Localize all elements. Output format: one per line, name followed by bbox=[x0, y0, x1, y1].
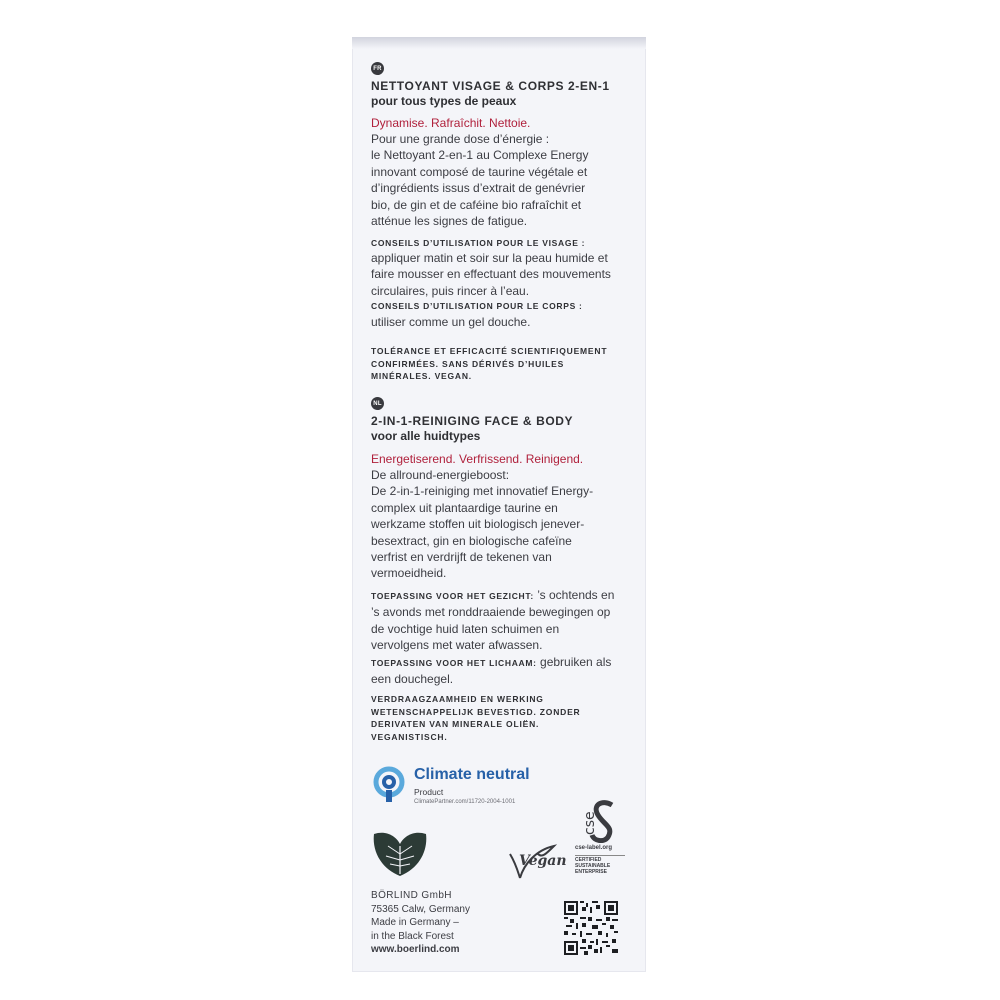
nl-section bbox=[371, 414, 633, 444]
fr-description bbox=[371, 115, 633, 229]
nl-face-usage-label: TOEPASSING VOOR HET GEZICHT: bbox=[371, 591, 534, 601]
text-line: vervolgens met water afwassen. bbox=[371, 638, 543, 653]
text-line: innovant composé de taurine végétale et bbox=[371, 164, 588, 179]
fr-usage bbox=[371, 238, 633, 331]
cse-certification bbox=[575, 855, 625, 875]
fr-face-usage-label: CONSEILS D’UTILISATION POUR LE VISAGE : bbox=[371, 238, 586, 248]
nl-claim: Energetiserend. Verfrissend. Reinigend. bbox=[371, 452, 584, 466]
nl-product-title: 2-IN-1-REINIGING FACE & BODY bbox=[371, 414, 574, 428]
language-badge-nl bbox=[371, 397, 384, 410]
language-code: NL bbox=[373, 400, 382, 407]
nl-body-usage-label: TOEPASSING VOOR HET LICHAAM: bbox=[371, 657, 537, 668]
fr-claims bbox=[371, 345, 633, 383]
text-line bbox=[371, 654, 633, 671]
climate-partner-url: ClimatePartner.com/11720-2004-1001 bbox=[414, 799, 516, 805]
text-line: vermoeidheid. bbox=[371, 566, 447, 581]
nl-description-text bbox=[371, 467, 633, 582]
fr-product-subtitle: pour tous types de peaux bbox=[371, 94, 517, 108]
company-address: 75365 Calw, Germany bbox=[371, 903, 470, 915]
text-line: CERTIFIED bbox=[575, 857, 602, 863]
nl-product-subtitle: voor alle huidtypes bbox=[371, 429, 481, 443]
climate-partner-icon bbox=[372, 766, 406, 804]
text-line: bio, de gin et de caféine bio rafraîchit et bbox=[371, 197, 582, 212]
text-line: ’s avonds met ronddraaiende bewegingen op bbox=[371, 605, 611, 620]
text-line: een douchegel. bbox=[371, 672, 454, 687]
text-line: Pour une grande dose d’énergie : bbox=[371, 132, 550, 146]
text-line: De 2-in-1-reiniging met innovatief Energy- bbox=[371, 484, 594, 499]
text-fragment: gebruiken als bbox=[536, 654, 612, 669]
leaf-icon bbox=[372, 828, 428, 878]
text-line: verfrist en verdrijft de tekenen van bbox=[371, 550, 552, 565]
climate-neutral-title: Climate neutral bbox=[414, 766, 530, 783]
text-line: DERIVATEN VAN MINERALE OLIËN. bbox=[371, 719, 540, 729]
made-in-line-1: Made in Germany – bbox=[371, 917, 459, 928]
fr-product-title: NETTOYANT VISAGE & CORPS 2-EN-1 bbox=[371, 79, 610, 93]
text-line: complex uit plantaardige taurine en bbox=[371, 500, 558, 515]
climate-neutral-subtitle: Product bbox=[414, 787, 444, 797]
text-line: d’ingrédients issus d’extrait de genévrier bbox=[371, 181, 586, 196]
nl-claims bbox=[371, 693, 633, 743]
made-in-line-2: in the Black Forest bbox=[371, 930, 454, 942]
text-line: werkzame stoffen uit biologisch jenever- bbox=[371, 517, 585, 532]
vegan-label: Vegan bbox=[519, 853, 567, 869]
text-fragment: ’s ochtends en bbox=[533, 588, 615, 602]
fr-claim: Dynamise. Rafraîchit. Nettoie. bbox=[371, 116, 531, 130]
text-line: le Nettoyant 2-en-1 au Complexe Energy bbox=[371, 148, 589, 163]
fr-description-text bbox=[371, 131, 633, 229]
nl-description bbox=[371, 451, 633, 582]
nl-face-usage-text bbox=[371, 587, 633, 687]
fr-face-usage-text bbox=[371, 250, 633, 299]
text-line: besextract, gin en biologische cafeïne bbox=[371, 533, 572, 548]
text-line: circulaires, puis rincer à l’eau. bbox=[371, 283, 530, 298]
company-name: BÖRLIND GmbH bbox=[371, 890, 452, 901]
text-line: De allround-energieboost: bbox=[371, 468, 510, 482]
text-line: appliquer matin et soir sur la peau humide et bbox=[371, 251, 608, 265]
company-website: www.boerlind.com bbox=[371, 944, 460, 955]
text-line: VEGANISTISCH. bbox=[371, 731, 448, 742]
text-line: ENTERPRISE bbox=[575, 869, 607, 875]
text-line: faire mousser en effectuant des mouvements bbox=[371, 267, 611, 282]
fr-section bbox=[371, 79, 633, 109]
text-line: VERDRAAGZAAMHEID EN WERKING bbox=[371, 694, 544, 704]
text-line: de vochtige huid laten schuimen en bbox=[371, 621, 560, 636]
text-line: atténue les signes de fatigue. bbox=[371, 214, 528, 229]
qr-code bbox=[564, 901, 618, 955]
fr-body-usage-text: utiliser comme un gel douche. bbox=[371, 315, 531, 330]
nl-usage bbox=[371, 587, 633, 687]
company-info bbox=[371, 889, 470, 957]
text-line: WETENSCHAPPELIJK BEVESTIGD. ZONDER bbox=[371, 706, 581, 717]
cse-url: cse-label.org bbox=[575, 845, 613, 851]
fr-body-usage-label: CONSEILS D’UTILISATION POUR LE CORPS : bbox=[371, 301, 583, 312]
text-line: CONFIRMÉES. SANS DÉRIVÉS D’HUILES bbox=[371, 358, 565, 369]
language-badge-fr bbox=[371, 62, 384, 75]
language-code: FR bbox=[373, 65, 382, 72]
cse-logo-icon bbox=[574, 799, 620, 843]
text-line bbox=[371, 587, 633, 604]
text-line: MINÉRALES. VEGAN. bbox=[371, 371, 472, 381]
svg-text:cse: cse bbox=[582, 811, 598, 835]
text-line: TOLÉRANCE ET EFFICACITÉ SCIENTIFIQUEMENT bbox=[371, 346, 608, 356]
text-line: SUSTAINABLE bbox=[575, 863, 611, 869]
